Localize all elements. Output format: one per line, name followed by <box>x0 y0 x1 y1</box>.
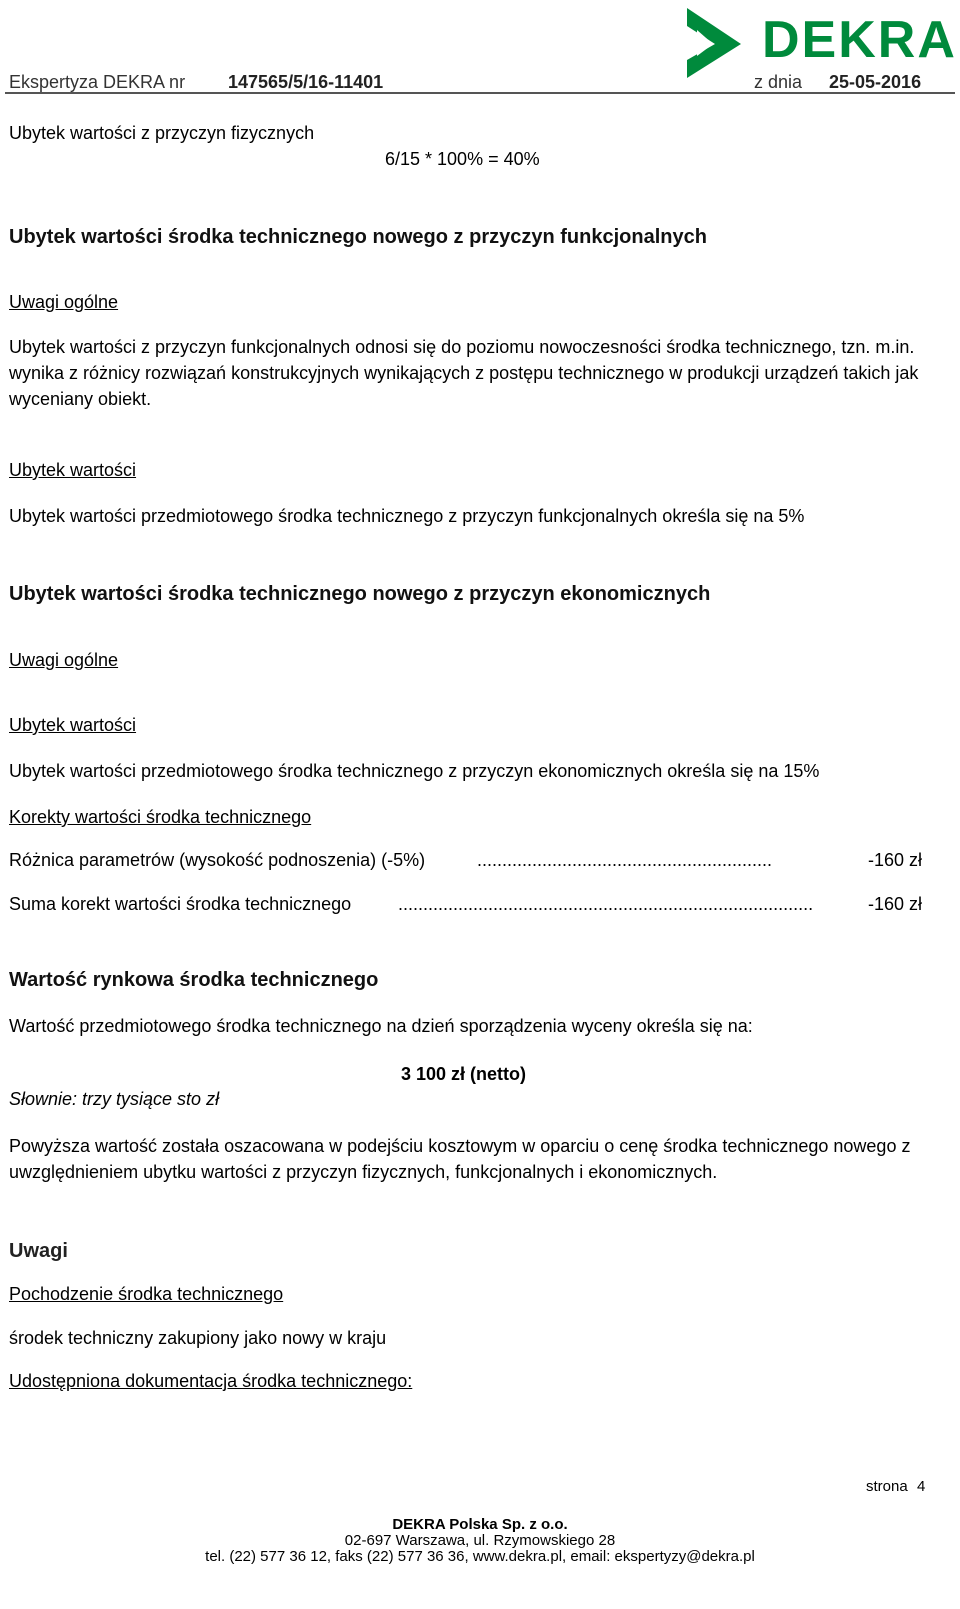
header-divider <box>5 92 955 94</box>
economic-loss-text: Ubytek wartości przedmiotowego środka technicznego z przyczyn ekonomicznych określa się na 15% <box>9 761 820 781</box>
market-value-in-words: Słownie: trzy tysiące sto zł <box>9 1089 220 1109</box>
corrections-label: Korekty wartości środka technicznego <box>9 807 312 827</box>
correction-row-value: -160 zł <box>868 850 923 870</box>
documentation-label: Udostępniona dokumentacja środka technicznego: <box>9 1371 413 1391</box>
footer-company: DEKRA Polska Sp. z o.o. <box>392 1516 568 1533</box>
functional-general-text: Ubytek wartości z przyczyn funkcjonalnych odnosi się do poziomu nowoczesności środka technicznego, tzn. m.in. wynika z różnicy rozwiązań konstrukcyjnych wynikających z postępu technicznego w produkcji urządzeń takich jak wyceniany obiekt. <box>9 337 919 409</box>
dekra-logo <box>695 6 955 78</box>
origin-text: środek techniczny zakupiony jako nowy w kraju <box>9 1328 387 1348</box>
footer-address: 02-697 Warszawa, ul. Rzymowskiego 28 <box>344 1532 616 1549</box>
market-value: 3 100 zł (netto) <box>401 1064 527 1084</box>
functional-general-label: Uwagi ogólne <box>9 292 119 312</box>
page-number-label: strona <box>866 1478 908 1495</box>
correction-total-leader: ................................................................................... <box>398 894 814 914</box>
physical-loss-formula: 6/15 * 100% = 40% <box>385 149 540 169</box>
functional-loss-text: Ubytek wartości przedmiotowego środka technicznego z przyczyn funkcjonalnych określa się na 5% <box>9 506 805 526</box>
dekra-logo-text: DEKRA <box>762 11 957 69</box>
date-value: 25-05-2016 <box>829 72 922 92</box>
dekra-arrow-icon <box>683 6 745 78</box>
expertise-label: Ekspertyza DEKRA nr <box>9 72 186 92</box>
market-intro: Wartość przedmiotowego środka technicznego na dzień sporządzenia wyceny określa się na: <box>9 1016 753 1036</box>
economic-general-label: Uwagi ogólne <box>9 650 119 670</box>
remarks-heading: Uwagi <box>9 1240 68 1262</box>
correction-total-value: -160 zł <box>868 894 923 914</box>
physical-loss-label: Ubytek wartości z przyczyn fizycznych <box>9 123 315 143</box>
functional-heading: Ubytek wartości środka technicznego nowego z przyczyn funkcjonalnych <box>9 226 707 248</box>
page-number: 4 <box>917 1478 926 1495</box>
footer-contact: tel. (22) 577 36 12, faks (22) 577 36 36, www.dekra.pl, email: ekspertyzy@dekra.pl <box>205 1548 755 1565</box>
date-label: z dnia <box>754 72 803 92</box>
expertise-number: 147565/5/16-11401 <box>228 72 384 92</box>
origin-label: Pochodzenie środka technicznego <box>9 1284 284 1304</box>
market-heading: Wartość rynkowa środka technicznego <box>9 969 379 991</box>
economic-heading: Ubytek wartości środka technicznego nowego z przyczyn ekonomicznych <box>9 583 711 605</box>
correction-row-leader: ........................................................... <box>477 850 773 870</box>
market-summary: Powyższa wartość została oszacowana w podejściu kosztowym w oparciu o cenę środka technicznego nowego z uwzględnieniem ubytku wartości z przyczyn fizycznych, funkcjonalnych i ekonomicznych. <box>9 1136 911 1182</box>
correction-row-label: Różnica parametrów (wysokość podnoszenia) (-5%) <box>9 850 426 870</box>
economic-loss-label: Ubytek wartości <box>9 715 137 735</box>
functional-loss-label: Ubytek wartości <box>9 460 137 480</box>
correction-total-label: Suma korekt wartości środka technicznego <box>9 894 352 914</box>
